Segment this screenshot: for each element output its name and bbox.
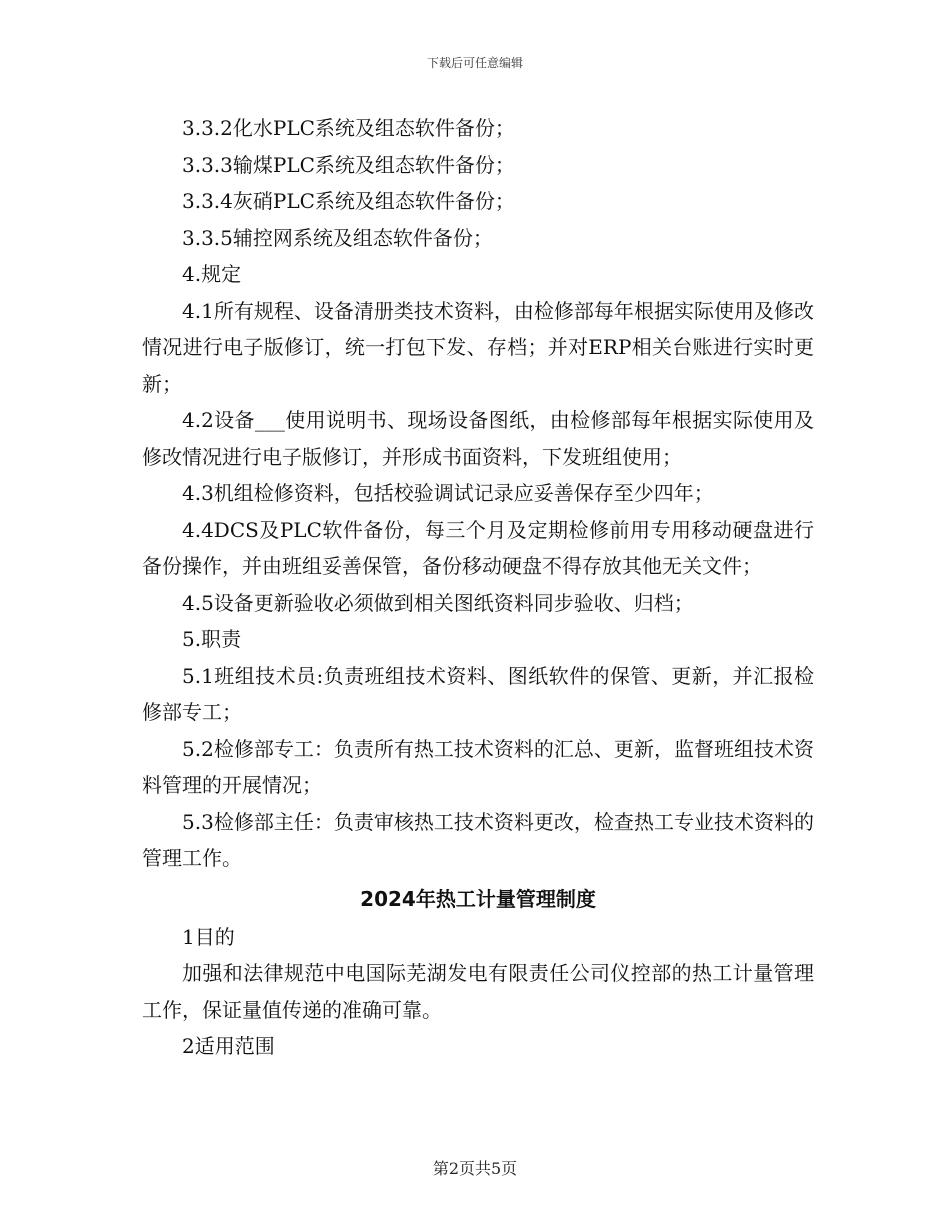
- paragraph-3-3-3: 3.3.3输煤PLC系统及组态软件备份；: [182, 152, 515, 177]
- document-body: [142, 110, 814, 1065]
- heading-2-scope: 2适用范围: [182, 1034, 275, 1058]
- page-header: 下载后可任意编辑: [426, 56, 523, 70]
- heading-5-duties: 5.职责: [182, 627, 242, 651]
- paragraph-3-3-2: 3.3.2化水PLC系统及组态软件备份；: [182, 116, 515, 140]
- paragraph-3-3-5: 3.3.5辅控网系统及组态软件备份；: [182, 225, 493, 250]
- paragraph-4-3: 4.3机组检修资料，包括校验调试记录应妥善保存至少四年；: [182, 481, 714, 505]
- section-title: 2024年热工计量管理制度: [360, 886, 596, 911]
- paragraph-purpose: 加强和法律规范中电国际芜湖发电有限责任公司仪控部的热工计量管理工作，保证量值传递的准确可靠。: [142, 961, 814, 1022]
- page-footer: 第2页共5页: [432, 1159, 518, 1178]
- paragraph-4-4: 4.4DCS及PLC软件备份，每三个月及定期检修前用专用移动硬盘进行备份操作，并由班组妥善保管，备份移动硬盘不得存放其他无关文件；: [142, 517, 814, 578]
- paragraph-5-3: 5.3检修部主任：负责审核热工技术资料更改，检查热工专业技术资料的管理工作。: [142, 809, 814, 870]
- heading-4-rules: 4.规定: [182, 262, 242, 286]
- paragraph-5-2: 5.2检修部专工：负责所有热工技术资料的汇总、更新，监督班组技术资料管理的开展情况；: [142, 736, 814, 797]
- heading-1-purpose: 1目的: [182, 924, 235, 949]
- paragraph-5-1: 5.1班组技术员:负责班组技术资料、图纸软件的保管、更新，并汇报检修部专工；: [142, 663, 814, 724]
- paragraph-4-2: 4.2设备___使用说明书、现场设备图纸，由检修部每年根据实际使用及修改情况进行电子版修订，并形成书面资料，下发班组使用；: [142, 408, 814, 469]
- paragraph-4-5: 4.5设备更新验收必须做到相关图纸资料同步验收、归档；: [182, 590, 694, 615]
- paragraph-3-3-4: 3.3.4灰硝PLC系统及组态软件备份；: [182, 189, 515, 213]
- paragraph-4-1: 4.1所有规程、设备清册类技术资料，由检修部每年根据实际使用及修改情况进行电子版修订，统一打包下发、存档；并对ERP相关台账进行实时更新；: [142, 298, 814, 396]
